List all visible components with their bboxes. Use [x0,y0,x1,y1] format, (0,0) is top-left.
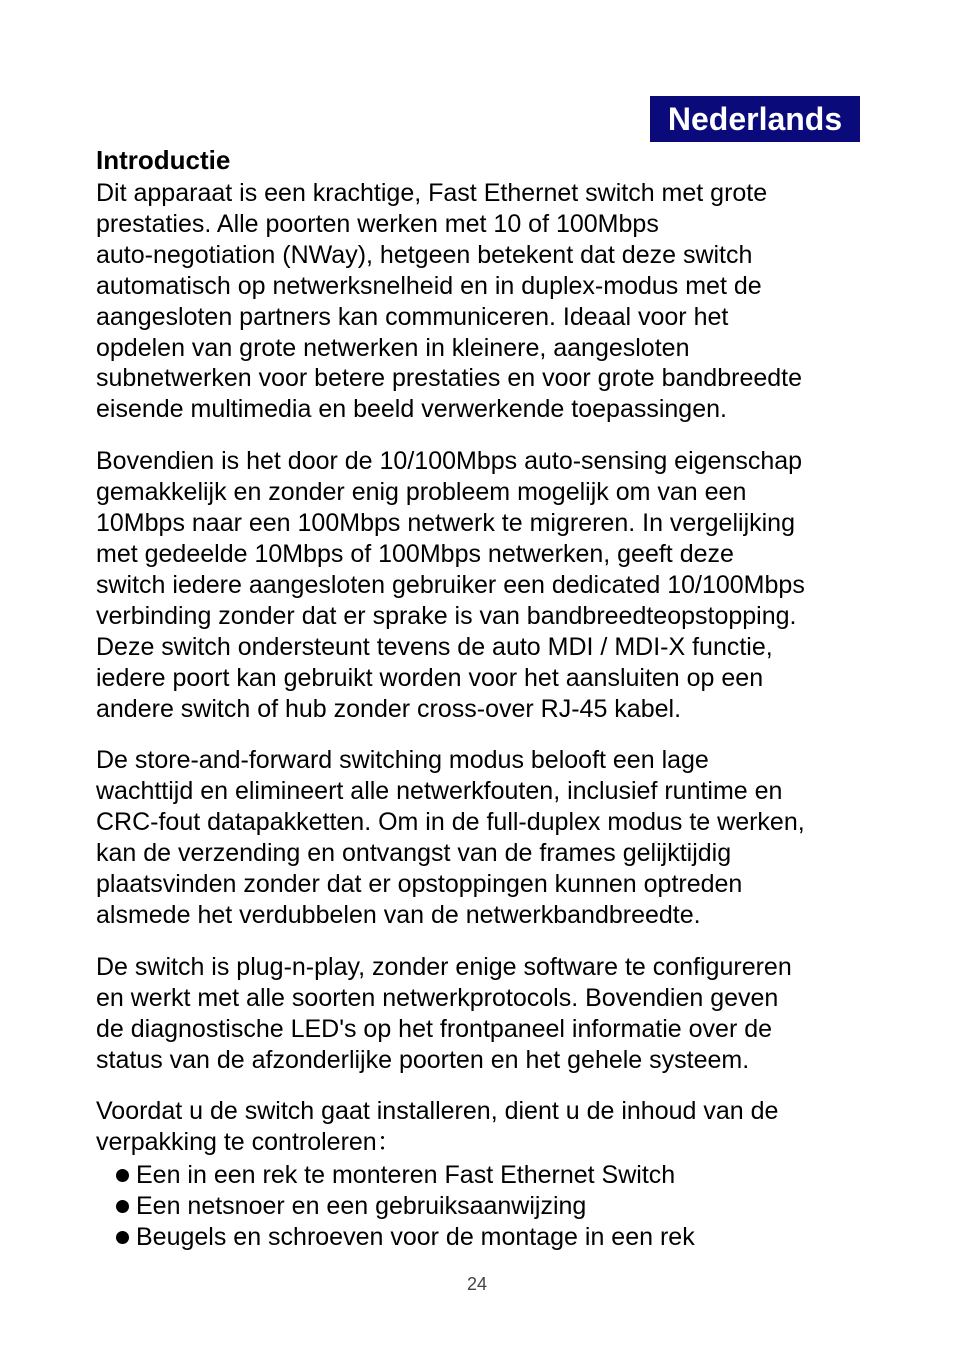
list-item-label: Een netsnoer en een gebruiksaanwijzing [136,1192,587,1221]
bullet-icon [116,1169,129,1182]
paragraph-plug-n-play: De switch is plug-n-play, zonder enige software te configureren en werkt met alle soorten netwerkprotocols. Bovendien geven de diagnostische LED's op het frontpaneel informatie over de status van de afzonderlijke poorten en het gehele systeem. [96,952,792,1074]
list-item [116,1222,866,1253]
paragraph-store-and-forward: De store-and-forward switching modus belooft een lage wachttijd en elimineert alle netwerkfouten, inclusief runtime en CRC-fout datapakketten. Om in de full-duplex modus te werken, kan de verzending en ontvangst van de frames gelijktijdig plaatsvinden zonder dat er opstoppingen kunnen optreden alsmede het verdubbelen van de netwerkbandbreedte. [96,746,805,929]
list-item [116,1160,866,1191]
bullet-icon [116,1200,129,1213]
bullet-icon [116,1231,129,1244]
paragraph-auto-sensing: Bovendien is het door de 10/100Mbps auto-sensing eigenschap gemakkelijk en zonder enig probleem mogelijk om van een 10Mbps naar een 100Mbps netwerk te migreren. In vergelijking met gedeelde 10Mbps of 100Mbps netwerken, geeft deze switch iedere aangesloten gebruiker een dedicated 10/100Mbps verbinding zonder dat er sprake is van bandbreedteopstopping. Deze switch ondersteunt tevens de auto MDI / MDI-X functie, iedere poort kan gebruikt worden voor het aansluiten op een andere switch of hub zonder cross-over RJ-45 kabel. [96,447,805,723]
language-badge: Nederlands [650,96,860,142]
paragraph-intro: Dit apparaat is een krachtige, Fast Ethernet switch met grote prestaties. Alle poorten werken met 10 of 100Mbps auto-negotiation (NWay), hetgeen betekent dat deze switch automatisch op netwerksnelheid en in duplex-modus met de aangesloten partners kan communiceren. Ideaal voor het opdelen van grote netwerken in kleinere, aangesloten subnetwerken voor betere prestaties en voor grote bandbreedte eisende multimedia en beeld verwerkende toepassingen. [96,179,803,424]
page-number: 24 [466,1274,488,1294]
list-item [116,1191,866,1222]
paragraph-package-check: Voordat u de switch gaat installeren, dient u de inhoud van de verpakking te controleren： [96,1097,779,1157]
list-item-label: Beugels en schroeven voor de montage in een rek [136,1223,695,1252]
package-contents-list [96,1160,866,1253]
section-heading: Introductie [96,145,231,175]
list-item-label: Een in een rek te monteren Fast Ethernet Switch [136,1161,676,1190]
document-body [96,142,866,1253]
